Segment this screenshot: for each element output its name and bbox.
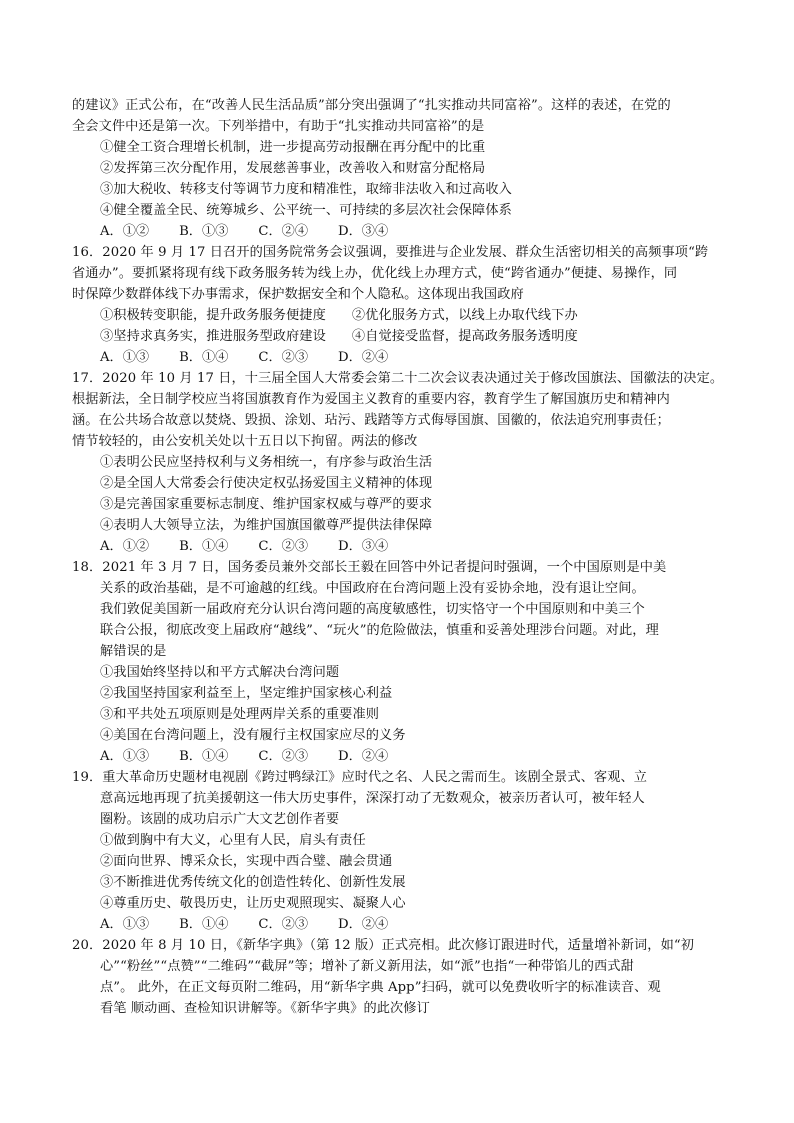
- q19-option-b: B．①④: [179, 917, 229, 932]
- q19-stem-line-2: 意高远地再现了抗美援朝这一伟大历史事件，深深打动了无数观众，被亲历者认可，被年轻人: [100, 791, 645, 806]
- q15-options: [100, 222, 418, 242]
- q20-stem-line-1: 20．2020 年 8 月 10 日，《新华字典》（第 12 版）正式亮相。此次修订跟进时代，适量增补新词，如“初: [72, 938, 694, 953]
- q19-stem-line-1: 19．重大革命历史题材电视剧《跨过鸭绿江》应时代之名、人民之需而生。该剧全景式、客观、立: [72, 770, 648, 785]
- q19-option-d: D．②④: [338, 917, 389, 932]
- q19-item-4: ④尊重历史、敬畏历史，让历史观照现实、凝聚人心: [100, 896, 406, 911]
- q18-option-a: A．①③: [100, 749, 150, 764]
- q17-item-1: ①表明公民应坚持权利与义务相统一，有序参与政治生活: [100, 455, 433, 470]
- q16-option-b: B．①④: [179, 350, 229, 365]
- q18-stem-line-2: 关系的政治基础，是不可逾越的红线。中国政府在台湾问题上没有妥协余地，没有退让空间。: [100, 581, 645, 596]
- q15-option-d: D．③④: [338, 224, 389, 239]
- q16-item-4: ④自觉接受监督，提高政务服务透明度: [351, 329, 578, 344]
- q20-stem-line-4: 看笔 顺动画、查检知识讲解等。《新华字典》的此次修订: [100, 1001, 430, 1016]
- q16-item-3: ③坚持求真务实，推进服务型政府建设: [100, 329, 326, 344]
- q19-item-3: ③不断推进优秀传统文化的创造性转化、创新性发展: [100, 875, 406, 890]
- q20-stem-line-2: 心”“粉丝”“点赞”“二维码”“截屏”等；增补了新义新用法，如“派”也指“一种带馅儿的西式甜: [100, 959, 634, 974]
- q19-item-1: ①做到胸中有大义，心里有人民，肩头有责任: [100, 833, 366, 848]
- q18-item-4: ④美国在台湾问题上，没有履行主权国家应尽的义务: [100, 728, 406, 743]
- q15-item-2: ②发挥第三次分配作用，发展慈善事业，改善收入和财富分配格局: [100, 161, 486, 176]
- q16-options: [100, 348, 418, 368]
- q18-item-3: ③和平共处五项原则是处理两岸关系的重要准则: [100, 707, 380, 722]
- q17-stem-line-4: 情节较轻的，由公安机关处以十五日以下拘留。两法的修改: [72, 434, 418, 449]
- q19-item-2: ②面向世界、博采众长，实现中西合璧、融会贯通: [100, 854, 393, 869]
- q17-item-3: ③是完善国家重要标志制度、维护国家权威与尊严的要求: [100, 497, 433, 512]
- q16-item-row-1: [100, 306, 578, 326]
- q17-stem-line-1: 17．2020 年 10 月 17 日，十三届全国人大常委会第二十二次会议表决通过关于修改国旗法、国徽法的决定。: [72, 371, 724, 386]
- q17-option-b: B．①④: [179, 539, 229, 554]
- q18-stem-line-5: 解错误的是: [100, 644, 167, 659]
- q16-option-c: C．②③: [258, 350, 309, 365]
- q17-item-4: ④表明人大领导立法，为维护国旗国徽尊严提供法律保障: [100, 518, 433, 533]
- q17-item-2: ②是全国人大常委会行使决定权弘扬爱国主义精神的体现: [100, 476, 433, 491]
- q17-option-a: A．①②: [100, 539, 150, 554]
- q16-item-2: ②优化服务方式，以线上办取代线下办: [351, 308, 578, 323]
- q15-stem-line-1: 的建议》正式公布，在“改善人民生活品质”部分突出强调了“扎实推动共同富裕”。这样的表述，在党的: [72, 98, 671, 113]
- q19-options: [100, 915, 418, 935]
- q16-stem-line-3: 时保障少数群体线下办事需求，保护数据安全和个人隐私。这体现出我国政府: [72, 287, 524, 302]
- q16-stem-line-1: 16．2020 年 9 月 17 日召开的国务院常务会议强调，要推进与企业发展、群众生活密切相关的高频事项“跨: [72, 245, 709, 260]
- q15-option-b: B．①③: [179, 224, 229, 239]
- q18-stem-line-3: 我们敦促美国新一届政府充分认识台湾问题的高度敏感性，切实恪守一个中国原则和中美三个: [100, 602, 645, 617]
- q19-option-c: C．②③: [258, 917, 309, 932]
- q16-stem-line-2: 省通办”。要抓紧将现有线下政务服务转为线上办，优化线上办理方式，使“跨省通办”便捷、易操作，同: [72, 266, 678, 281]
- q17-option-c: C．②③: [258, 539, 309, 554]
- q17-stem-line-3: 涵。在公共场合故意以焚烧、毁损、涂划、玷污、践踏等方式侮辱国旗、国徽的，依法追究刑事责任；: [72, 413, 670, 428]
- q18-option-c: C．②③: [258, 749, 309, 764]
- q17-options: [100, 537, 418, 557]
- q16-option-a: A．①③: [100, 350, 150, 365]
- q18-options: [100, 747, 418, 767]
- q17-stem-line-2: 根据新法，全日制学校应当将国旗教育作为爱国主义教育的重要内容，教育学生了解国旗历史和精神内: [72, 392, 670, 407]
- q16-item-row-2: [100, 327, 578, 347]
- q15-option-c: C．②④: [258, 224, 309, 239]
- q20-stem-line-3: 点”。 此外，在正文每页附二维码，用“新华字典 App”扫码，就可以免费收听字的标准读音、观: [100, 980, 661, 995]
- q19-stem-line-3: 圈粉。该剧的成功启示广大文艺创作者要: [100, 812, 340, 827]
- q18-item-2: ②我国坚持国家利益至上，坚定维护国家核心利益: [100, 686, 393, 701]
- q15-item-3: ③加大税收、转移支付等调节力度和精准性，取缔非法收入和过高收入: [100, 182, 512, 197]
- q15-item-4: ④健全覆盖全民、统筹城乡、公平统一、可持续的多层次社会保障体系: [100, 203, 512, 218]
- q18-item-1: ①我国始终坚持以和平方式解决台湾问题: [100, 665, 340, 680]
- q16-option-d: D．②④: [338, 350, 389, 365]
- q18-option-b: B．①④: [179, 749, 229, 764]
- q18-stem-line-4: 联合公报，彻底改变上届政府“越线”、“玩火”的危险做法，慎重和妥善处理涉台问题。对此，理: [100, 623, 659, 638]
- q18-stem-line-1: 18．2021 年 3 月 7 日，国务委员兼外交部长王毅在回答中外记者提问时强调，一个中国原则是中美: [72, 560, 667, 575]
- q15-option-a: A．①②: [100, 224, 150, 239]
- q19-option-a: A．①③: [100, 917, 150, 932]
- q18-option-d: D．②④: [338, 749, 389, 764]
- q17-option-d: D．③④: [338, 539, 389, 554]
- q15-item-1: ①健全工资合理增长机制，进一步提高劳动报酬在再分配中的比重: [100, 140, 486, 155]
- q15-stem-line-2: 全会文件中还是第一次。下列举措中，有助于“扎实推动共同富裕”的是: [72, 119, 485, 134]
- q16-item-1: ①积极转变职能，提升政务服务便捷度: [100, 308, 326, 323]
